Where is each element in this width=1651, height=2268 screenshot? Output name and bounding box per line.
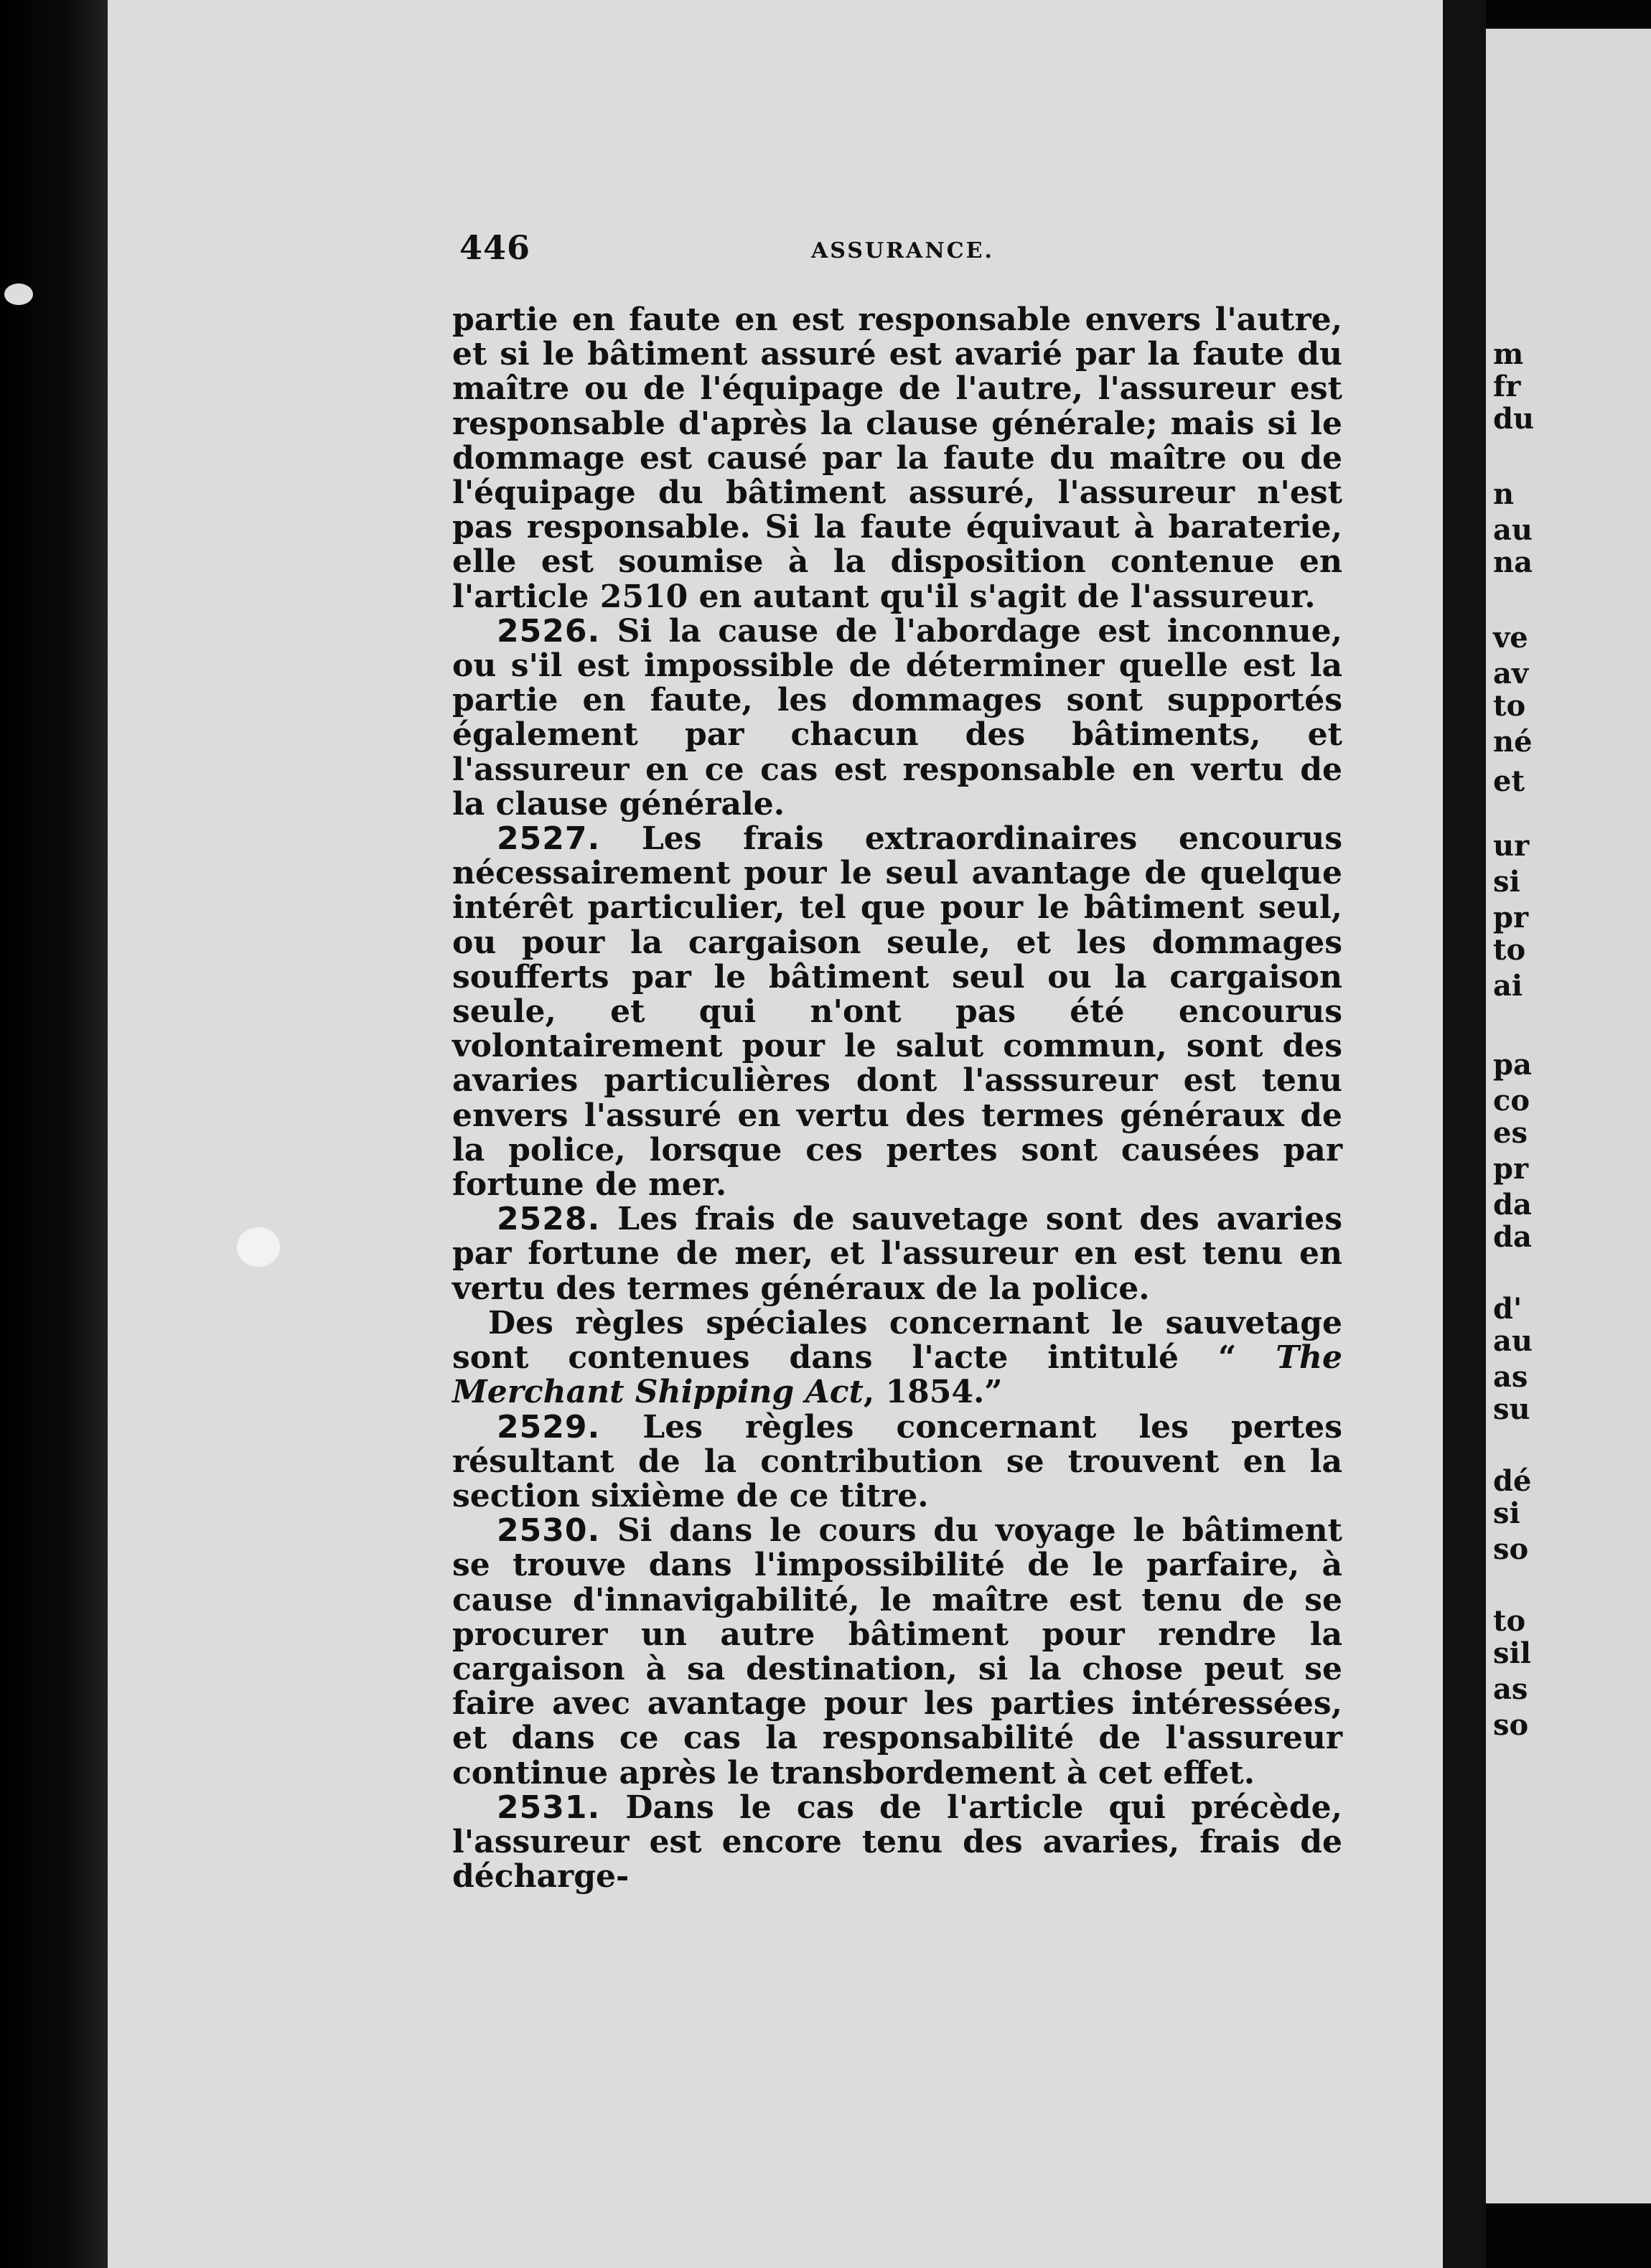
facing-page-fragment: pr: [1493, 901, 1529, 934]
article-2529: [452, 1410, 1342, 1514]
article-number: 2529.: [497, 1408, 601, 1445]
continuation-paragraph: partie en faute en est responsable envers l'autre, et si le bâtiment assuré est avarié par la faute du maître ou de l'équipage de l'autre, l'assureur est responsable d'après la clause générale; mais si le dommage est causé par la faute du maître ou de l'équipage du bâtiment assuré, l'assureur n'est pas responsable. Si la faute équivaut à baraterie, elle est soumise à la disposition contenue en l'article 2510 en autant qu'il s'agit de l'assureur.: [452, 301, 1342, 615]
facing-page-fragment: da: [1493, 1188, 1532, 1222]
page-header: [459, 228, 1350, 271]
scan-speck: [237, 1227, 280, 1267]
facing-page-fragment: av: [1493, 657, 1529, 690]
scan-speck: [4, 284, 33, 305]
facing-page-fragment: so: [1493, 1532, 1529, 1566]
facing-page-fragment: n: [1493, 477, 1515, 511]
facing-page-fragment: es: [1493, 1116, 1528, 1150]
facing-page-fragment: fr: [1493, 370, 1521, 403]
act-title: The Merchant Shipping Act: [452, 1339, 1342, 1411]
facing-page-fragment: to: [1493, 1604, 1526, 1638]
article-text: Les frais de sauvetage sont des avaries par fortune de mer, et l'assureur en est tenu en vertu des termes généraux de la police.: [452, 1201, 1342, 1307]
article-2531: [452, 1791, 1342, 1895]
facing-page-fragment: ve: [1493, 621, 1528, 655]
note-paragraph: [452, 1306, 1342, 1410]
facing-page-fragment: ai: [1493, 969, 1523, 1003]
article-text: Si dans le cours du voyage le bâtiment se trouve dans l'impossibilité de le parfaire, à cause d'innavigabilité, le maître est tenu de se procurer un autre bâtiment pour rendre la cargaison à sa destination, si la chose peut se faire avec avantage pour les parties intéressées, et dans ce cas la responsabilité de l'assureur continue après le transbordement à cet effet.: [452, 1512, 1342, 1791]
body-text: [452, 303, 1342, 1894]
facing-page-fragment: sil: [1493, 1636, 1531, 1670]
facing-page-fragment: ur: [1493, 829, 1530, 863]
facing-page-fragment: su: [1493, 1392, 1530, 1426]
facing-page-fragment: et: [1493, 764, 1525, 798]
facing-page-fragment: dé: [1493, 1464, 1532, 1498]
facing-page-fragment: so: [1493, 1708, 1529, 1742]
facing-page-fragment: au: [1493, 1324, 1533, 1358]
article-2528: [452, 1202, 1342, 1306]
article-2527: [452, 822, 1342, 1202]
facing-page-fragment: as: [1493, 1672, 1528, 1706]
facing-page-fragment: si: [1493, 1496, 1520, 1530]
article-2526: [452, 614, 1342, 822]
article-text: Les règles concernant les pertes résultant de la contribution se trouvent en la section sixième de ce titre.: [452, 1408, 1342, 1514]
article-number: 2530.: [497, 1512, 601, 1550]
book-gutter: [1443, 0, 1486, 2268]
facing-page-fragment: m: [1493, 337, 1524, 371]
facing-page-fragment: né: [1493, 725, 1533, 759]
facing-page-fragment: as: [1493, 1360, 1528, 1394]
article-text: Les frais extraordinaires encourus nécessairement pour le seul avantage de quelque intérêt particulier, tel que pour le bâtiment seul, ou pour la cargaison seule, et les dommages soufferts par le bâtiment seul ou la cargaison seule, et qui n'ont pas été encourus volontairement pour le salut commun, sont des avaries particulières dont l'asssureur est tenu envers l'assuré en vertu des termes généraux de la police, lorsque ces pertes sont causées par fortune de mer.: [452, 820, 1342, 1204]
page-number: 446: [459, 228, 531, 267]
facing-page-fragment: au: [1493, 513, 1533, 547]
article-number: 2527.: [497, 820, 601, 858]
facing-page-fragment: da: [1493, 1220, 1532, 1254]
facing-page-fragment: si: [1493, 865, 1520, 899]
facing-page-fragment: d': [1493, 1292, 1523, 1326]
scan-left-edge: [0, 0, 108, 2268]
article-text: Dans le cas de l'article qui précède, l'assureur est encore tenu des avaries, frais de décharge-: [452, 1789, 1342, 1896]
article-number: 2528.: [497, 1201, 601, 1238]
facing-page-fragment: to: [1493, 933, 1526, 967]
note-text-before: Des règles spéciales concernant le sauvetage sont contenues dans l'acte intitulé “: [452, 1304, 1342, 1377]
article-2530: [452, 1514, 1342, 1791]
facing-page-fragment: to: [1493, 689, 1526, 723]
facing-page-fragment: pr: [1493, 1152, 1529, 1186]
facing-page-fragment: co: [1493, 1084, 1530, 1117]
article-text: Si la cause de l'abordage est inconnue, ou s'il est impossible de déterminer quelle est la partie en faute, les dommages sont supportés également par chacun des bâtiments, et l'assureur en ce cas est responsable en vertu de la clause générale.: [452, 612, 1342, 823]
facing-page-fragment: pa: [1493, 1048, 1532, 1082]
running-head: ASSURANCE.: [811, 238, 994, 263]
article-number: 2531.: [497, 1789, 601, 1826]
facing-page-fragment: du: [1493, 402, 1535, 436]
note-text-after: , 1854.”: [863, 1374, 1003, 1411]
facing-page-fragment: na: [1493, 545, 1533, 579]
article-number: 2526.: [497, 612, 601, 650]
